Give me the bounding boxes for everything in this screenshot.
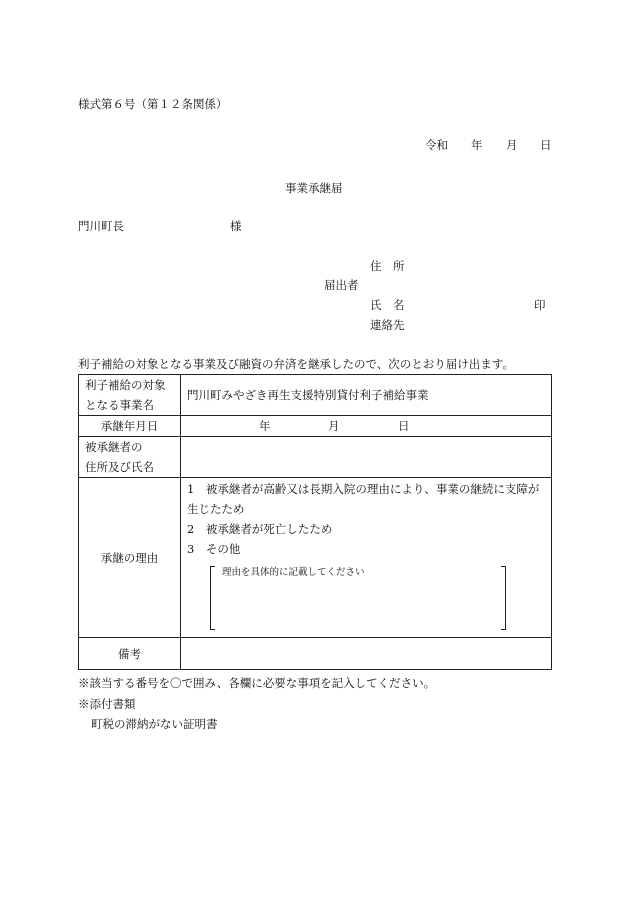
reason-option-2[interactable]: 2 被承継者が死亡したため	[187, 522, 333, 536]
reason-option-3[interactable]: 3 その他	[187, 542, 241, 556]
business-label-line2: となる事業名	[85, 398, 154, 412]
succession-date-year: 年	[259, 419, 271, 433]
reason-detail-box[interactable]	[210, 566, 506, 630]
business-value-cell[interactable]	[181, 375, 552, 416]
address-label: 住 所	[370, 259, 405, 273]
succession-date-label: 承継年月日	[79, 416, 181, 437]
succession-date-month: 月	[328, 419, 340, 433]
date-month: 月	[506, 138, 518, 152]
applicant-group-label: 届出者	[324, 278, 359, 292]
name-label: 氏 名	[370, 298, 405, 312]
note-attachments: ※添付書類	[78, 697, 136, 711]
application-table	[78, 374, 552, 670]
page-title: 事業承継届	[285, 181, 343, 195]
table-row-reason	[79, 478, 552, 638]
succession-date-day: 日	[398, 419, 410, 433]
addressee-name: 門川町長	[78, 219, 124, 233]
predecessor-label-line1: 被承継者の	[85, 440, 143, 454]
right-bracket	[501, 566, 506, 630]
table-row-predecessor	[79, 437, 552, 478]
succession-date-cell[interactable]	[181, 416, 552, 437]
table-row-remarks	[79, 638, 552, 670]
remarks-label: 備考	[79, 638, 181, 670]
business-label-line1: 利子補給の対象	[85, 378, 166, 392]
intro-text: 利子補給の対象となる事業及び融資の弁済を継承したので、次のとおり届け出ます。	[78, 357, 514, 371]
predecessor-label-cell	[79, 437, 181, 478]
note-circle-instruction: ※該当する番号を〇で囲み、各欄に必要な事項を記入してください。	[78, 676, 436, 690]
date-era: 令和	[425, 138, 448, 152]
remarks-cell[interactable]	[181, 638, 552, 670]
addressee-honorific: 様	[230, 219, 242, 233]
reason-option-1-cont: 生じたため	[187, 502, 245, 516]
attachment-item: 町税の滞納がない証明書	[91, 717, 218, 731]
reason-detail-hint: 理由を具体的に記載してください	[222, 567, 365, 578]
business-label-cell	[79, 375, 181, 416]
date-day: 日	[540, 138, 552, 152]
seal-mark: 印	[534, 298, 546, 312]
reason-cell[interactable]	[181, 478, 552, 638]
business-value: 門川町みやざき再生支援特別貸付利子補給事業	[187, 388, 429, 402]
reason-option-1[interactable]: 1 被承継者が高齢又は長期入院の理由により、事業の継続に支障が	[187, 482, 540, 496]
left-bracket	[210, 566, 215, 630]
reason-label: 承継の理由	[79, 478, 181, 638]
predecessor-value-cell[interactable]	[181, 437, 552, 478]
table-row-date	[79, 416, 552, 437]
predecessor-label-line2: 住所及び氏名	[85, 460, 154, 474]
date-year: 年	[471, 138, 483, 152]
table-row-business	[79, 375, 552, 416]
contact-label: 連絡先	[370, 318, 405, 332]
form-number: 様式第６号（第１２条関係）	[78, 97, 228, 111]
